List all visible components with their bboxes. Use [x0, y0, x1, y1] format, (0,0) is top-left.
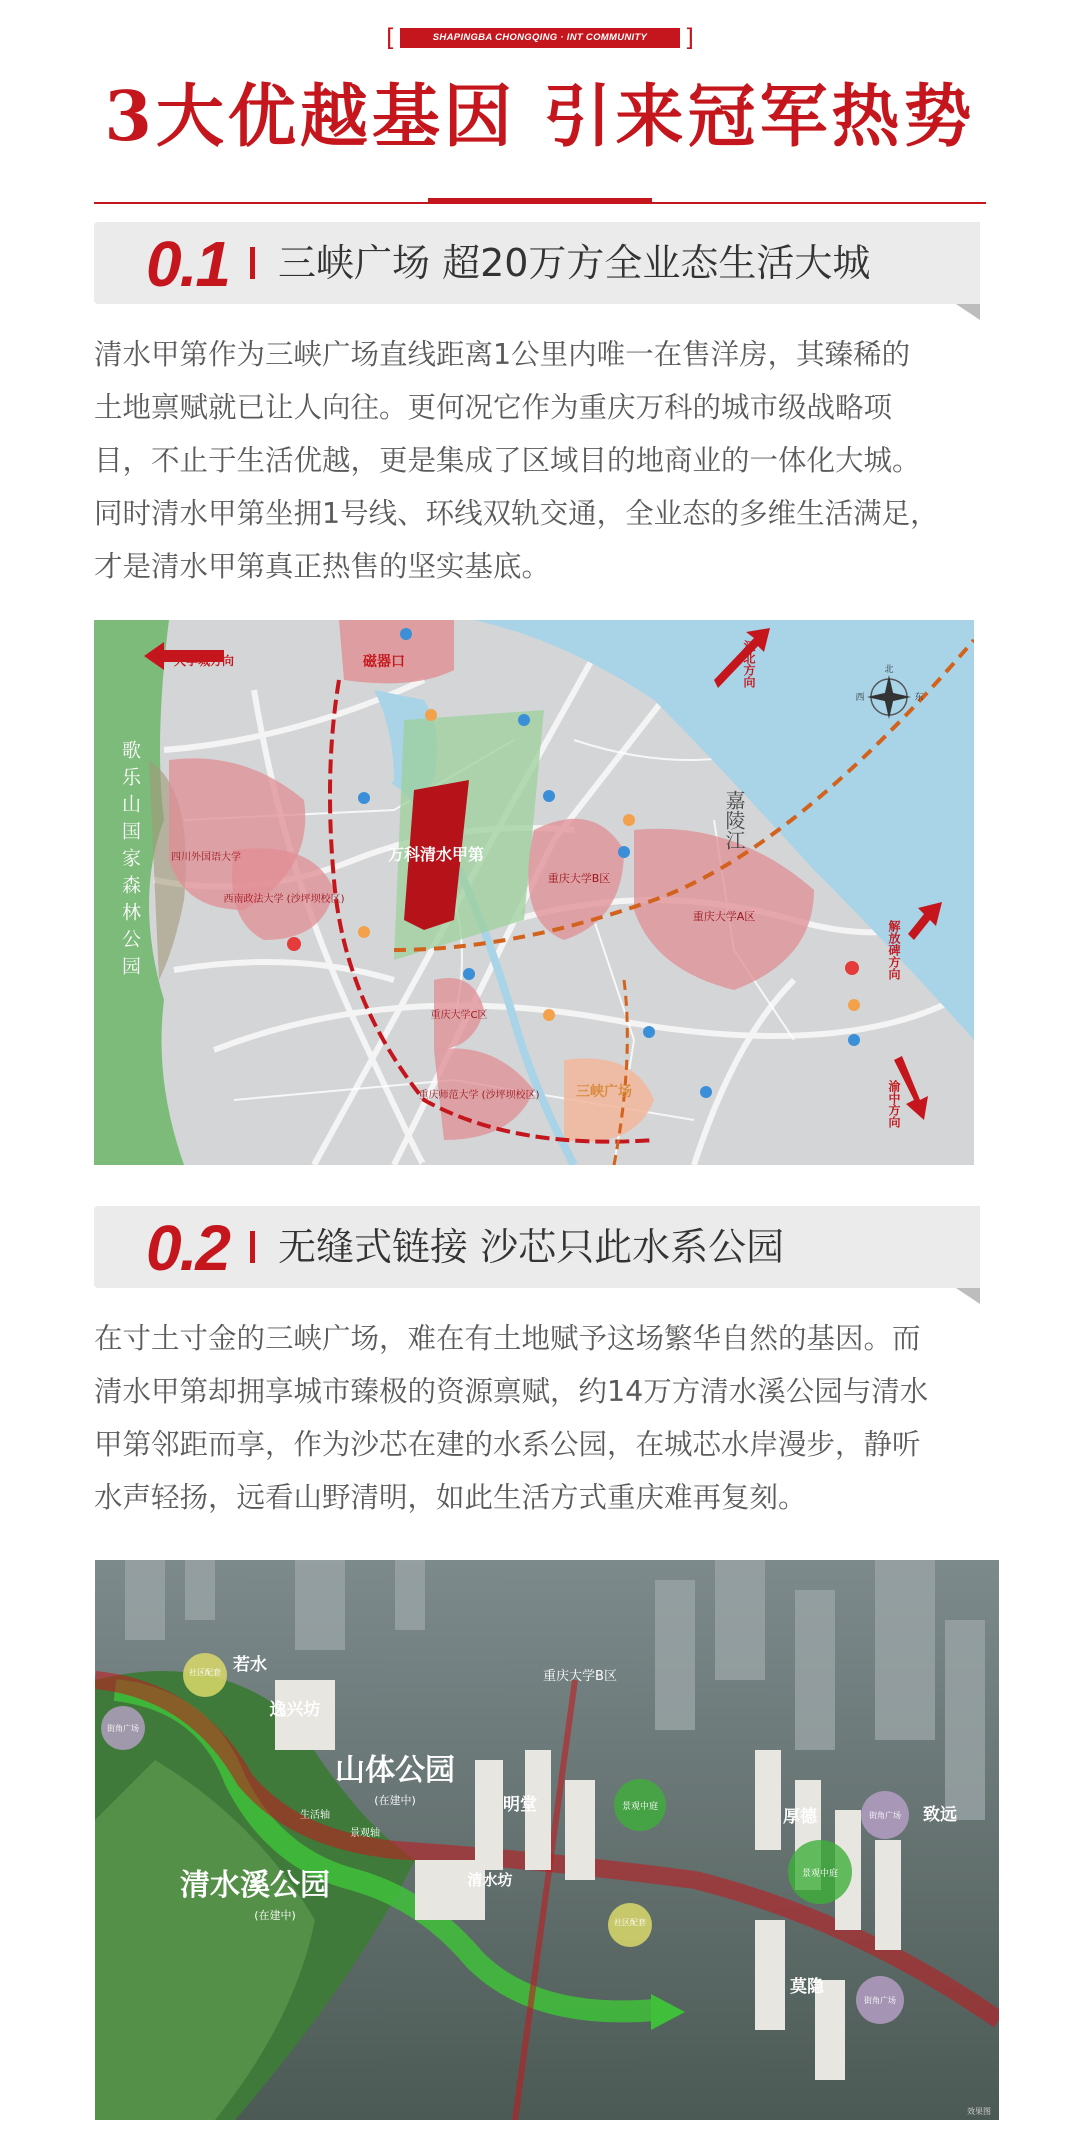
paragraph-line: 才是清水甲第真正热售的坚实基底。 [94, 550, 551, 583]
label-forest-park: 歌乐山国家森林公园 [119, 740, 141, 983]
label-render-note: 效果图 [967, 2107, 991, 2116]
badge-bracket-left: [ [386, 24, 396, 52]
badge-bracket-right: ] [684, 24, 694, 52]
page-title: 3大优越基因 引来冠军热势 [104, 77, 976, 157]
header-badge [386, 26, 694, 52]
label-normal-univ: 重庆师范大学 (沙坪坝校区) [418, 1090, 540, 1101]
section-1-number: 0.1 [146, 228, 229, 300]
label-community-1: 社区配套 [189, 1668, 221, 1677]
label-landscape-axis: 景观轴 [350, 1828, 380, 1839]
section-1-fold [956, 304, 980, 320]
title-divider-accent [428, 198, 652, 204]
label-mingtang: 明堂 [503, 1795, 537, 1815]
paragraph-line: 土地禀赋就已让人向往。更何况它作为重庆万科的城市级战略项 [94, 391, 893, 424]
paragraph-line: 在寸土寸金的三峡广场，难在有土地赋予这场繁华自然的基因。而 [94, 1322, 921, 1355]
label-cqu-b: 重庆大学B区 [543, 1669, 617, 1684]
label-jialing: 嘉陵江 [722, 790, 746, 850]
label-jiangbei-dir: 江北方向 [742, 640, 756, 688]
aerial-rendering [95, 1560, 999, 2120]
zone-ciqikou [339, 620, 454, 683]
paragraph-line: 甲第邻距而享，作为沙芯在建的水系公园，在城芯水岸漫步，静听 [94, 1428, 921, 1461]
label-creek-park: 清水溪公园 [180, 1868, 330, 1903]
paragraph-line: 目，不止于生活优越，更是集成了区域目的地商业的一体化大城。 [94, 444, 921, 477]
paragraph-line: 同时清水甲第坐拥1号线、环线双轨交通，全业态的多维生活满足， [94, 497, 939, 530]
label-sisu: 四川外国语大学 [171, 852, 241, 863]
badge-label: SHAPINGBA CHONGQING · INT COMMUNITY [400, 28, 680, 48]
label-landscape-2: 景观中庭 [801, 1869, 839, 1879]
label-creek-sub: (在建中) [254, 1909, 296, 1922]
label-sanxia: 三峡广场 [576, 1084, 632, 1100]
label-swupl: 西南政法大学 (沙坪坝校区) [223, 894, 345, 905]
location-map [94, 620, 974, 1165]
label-cqu-a: 重庆大学A区 [692, 910, 756, 923]
label-ruoshui: 若水 [233, 1655, 267, 1675]
paragraph-line: 清水甲第却拥享城市臻极的资源禀赋，约14万方清水溪公园与清水 [94, 1375, 929, 1408]
location-map-svg [94, 620, 974, 1165]
label-cqu-c: 重庆大学C区 [430, 1010, 488, 1021]
label-life-axis: 生活轴 [300, 1810, 330, 1821]
label-mountain-park: 山体公园 [335, 1753, 455, 1788]
section-2-fold [956, 1288, 980, 1304]
section-1-bar [250, 247, 255, 279]
section-2-title: 无缝式链接 沙芯只此水系公园 [278, 1225, 785, 1269]
label-community-2: 社区配套 [614, 1918, 646, 1927]
paragraph-line: 水声轻扬，远看山野清明，如此生活方式重庆难再复刻。 [94, 1481, 807, 1514]
label-plaza-1: 街角广场 [107, 1724, 139, 1733]
label-cqu-b: 重庆大学B区 [547, 872, 611, 885]
label-landscape-1: 景观中庭 [621, 1802, 659, 1812]
label-jiefangbei-dir: 解放碑方向 [887, 920, 901, 980]
label-ciqikou: 磁器口 [363, 654, 405, 670]
compass-e: 东 [914, 693, 924, 703]
label-mountain-sub: (在建中) [374, 1794, 416, 1807]
section-1-header [94, 222, 980, 304]
label-plaza-2: 街角广场 [869, 1811, 901, 1820]
label-yuzhong-dir: 渝中方向 [887, 1080, 901, 1128]
label-yixingfang: 逸兴坊 [269, 1700, 321, 1720]
compass-n: 北 [884, 665, 894, 675]
aerial-rendering-svg [95, 1560, 999, 2120]
section-2-paragraph [94, 1312, 986, 1524]
label-project: 万科清水甲第 [387, 845, 485, 864]
label-moyin: 莫隐 [790, 1977, 824, 1997]
label-houtang: 厚德 [783, 1807, 817, 1827]
compass-w: 西 [855, 693, 865, 703]
label-qingshuifang: 清水坊 [467, 1871, 513, 1889]
section-2-number: 0.2 [146, 1212, 229, 1284]
label-plaza-3: 街角广场 [864, 1996, 896, 2005]
section-2-bar [250, 1231, 255, 1263]
section-1-paragraph [94, 328, 986, 593]
section-1-title: 三峡广场 超20万方全业态生活大城 [278, 241, 871, 285]
label-zhiyuan: 致远 [923, 1805, 957, 1825]
label-university-dir: 大学城方向 [173, 654, 235, 668]
section-2-header [94, 1206, 980, 1288]
paragraph-line: 清水甲第作为三峡广场直线距离1公里内唯一在售洋房，其臻稀的 [94, 338, 911, 371]
